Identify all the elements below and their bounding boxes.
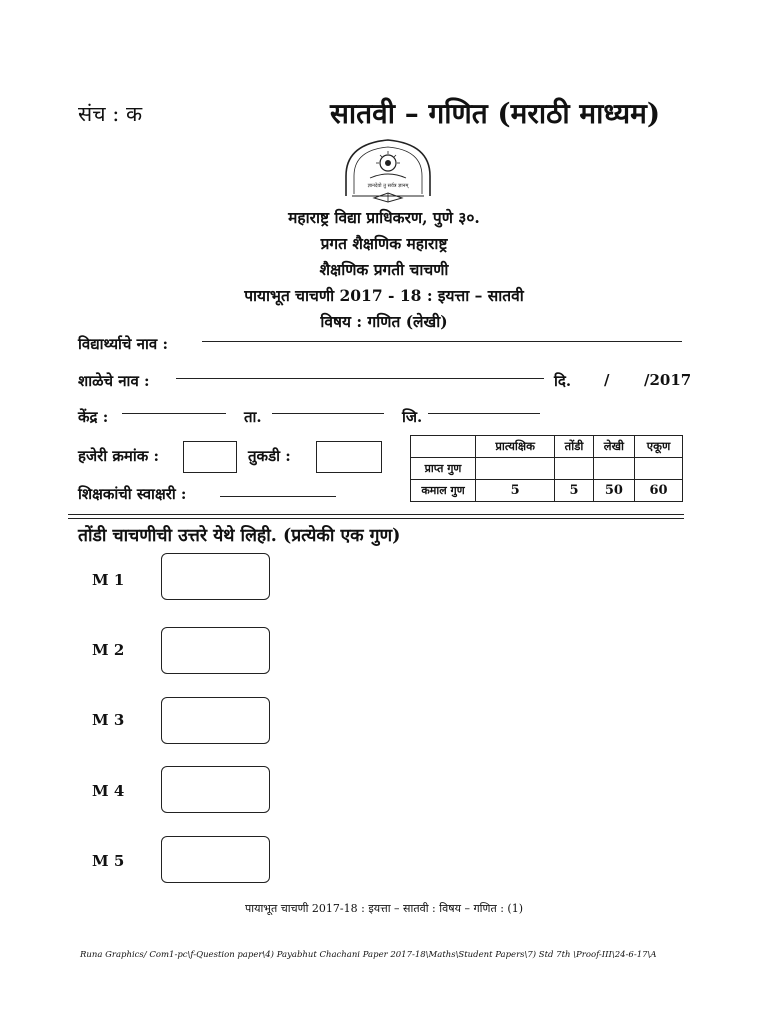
marks-header-row	[411, 436, 683, 458]
obtained-marks-row	[411, 458, 683, 480]
question-label-m1: M 1	[92, 571, 125, 589]
org-line-2: प्रगत शैक्षणिक महाराष्ट्र	[320, 234, 448, 253]
col-practical: प्रात्यक्षिक	[476, 436, 555, 458]
col-total: एकूण	[635, 436, 683, 458]
division-box[interactable]	[316, 441, 382, 473]
date-label: दि.	[554, 372, 572, 390]
max-marks-label: कमाल गुण	[411, 480, 476, 502]
col-written: लेखी	[593, 436, 634, 458]
board-logo-emblem	[340, 138, 436, 204]
date-slash: /	[604, 371, 610, 389]
division-label: तुकडी :	[248, 447, 291, 465]
centre-label: केंद्र :	[78, 408, 109, 426]
teacher-sign-line[interactable]	[220, 496, 336, 497]
max-practical: 5	[476, 480, 555, 502]
answer-box-m1[interactable]	[161, 553, 270, 600]
answer-box-m5[interactable]	[161, 836, 270, 883]
school-name-label: शाळेचे नाव :	[78, 372, 150, 390]
col-oral: तोंडी	[555, 436, 593, 458]
obtained-marks-label: प्राप्त गुण	[411, 458, 476, 480]
taluka-line[interactable]	[272, 413, 384, 414]
student-name-line[interactable]	[202, 341, 682, 342]
file-path-slug: Runa Graphics/ Com1-pc\f-Question paper\4) Payabhut Chachani Paper 2017-18\Maths\Student Papers\7) Std 7th \Proof-III\24-6-17\A	[80, 950, 657, 960]
obtained-written[interactable]	[593, 458, 634, 480]
obtained-practical[interactable]	[476, 458, 555, 480]
roll-no-box[interactable]	[183, 441, 237, 473]
district-line[interactable]	[428, 413, 540, 414]
marks-corner-cell	[411, 436, 476, 458]
max-total: 60	[635, 480, 683, 502]
marks-table	[410, 435, 683, 502]
section-divider-bottom	[68, 518, 684, 519]
roll-no-label: हजेरी क्रमांक :	[78, 447, 159, 465]
date-year: /2017	[644, 371, 692, 389]
answer-box-m4[interactable]	[161, 766, 270, 813]
question-label-m5: M 5	[92, 852, 125, 870]
school-name-line[interactable]	[176, 378, 544, 379]
max-marks-row	[411, 480, 683, 502]
obtained-total[interactable]	[635, 458, 683, 480]
question-label-m3: M 3	[92, 711, 125, 729]
org-line-3: शैक्षणिक प्रगती चाचणी	[319, 260, 449, 279]
max-oral: 5	[555, 480, 593, 502]
student-name-label: विद्यार्थ्याचे नाव :	[78, 335, 168, 353]
paper-title: सातवी – गणित (मराठी माध्यम)	[330, 97, 661, 130]
oral-section-heading: तोंडी चाचणीची उत्तरे येथे लिही. (प्रत्येकी एक गुण)	[78, 526, 401, 546]
org-line-1: महाराष्ट्र विद्या प्राधिकरण, पुणे ३०.	[288, 208, 480, 227]
teacher-sign-label: शिक्षकांची स्वाक्षरी :	[78, 485, 187, 503]
answer-box-m2[interactable]	[161, 627, 270, 674]
section-divider-top	[68, 514, 684, 515]
district-label: जि.	[402, 408, 423, 426]
taluka-label: ता.	[244, 408, 262, 426]
org-line-4: पायाभूत चाचणी 2017 - 18 : इयत्ता – सातवी	[244, 286, 524, 305]
page-footer: पायाभूत चाचणी 2017-18 : इयत्ता – सातवी : विषय – गणित : (1)	[244, 902, 524, 915]
centre-line[interactable]	[122, 413, 226, 414]
org-line-5: विषय : गणित (लेखी)	[320, 312, 448, 331]
max-written: 50	[593, 480, 634, 502]
obtained-oral[interactable]	[555, 458, 593, 480]
logo-caption: ज्ञानदेवो तु सर्वत्र ज्ञानम्	[367, 183, 409, 189]
question-label-m4: M 4	[92, 782, 125, 800]
question-label-m2: M 2	[92, 641, 125, 659]
answer-box-m3[interactable]	[161, 697, 270, 744]
set-code: संच : क	[78, 102, 143, 126]
